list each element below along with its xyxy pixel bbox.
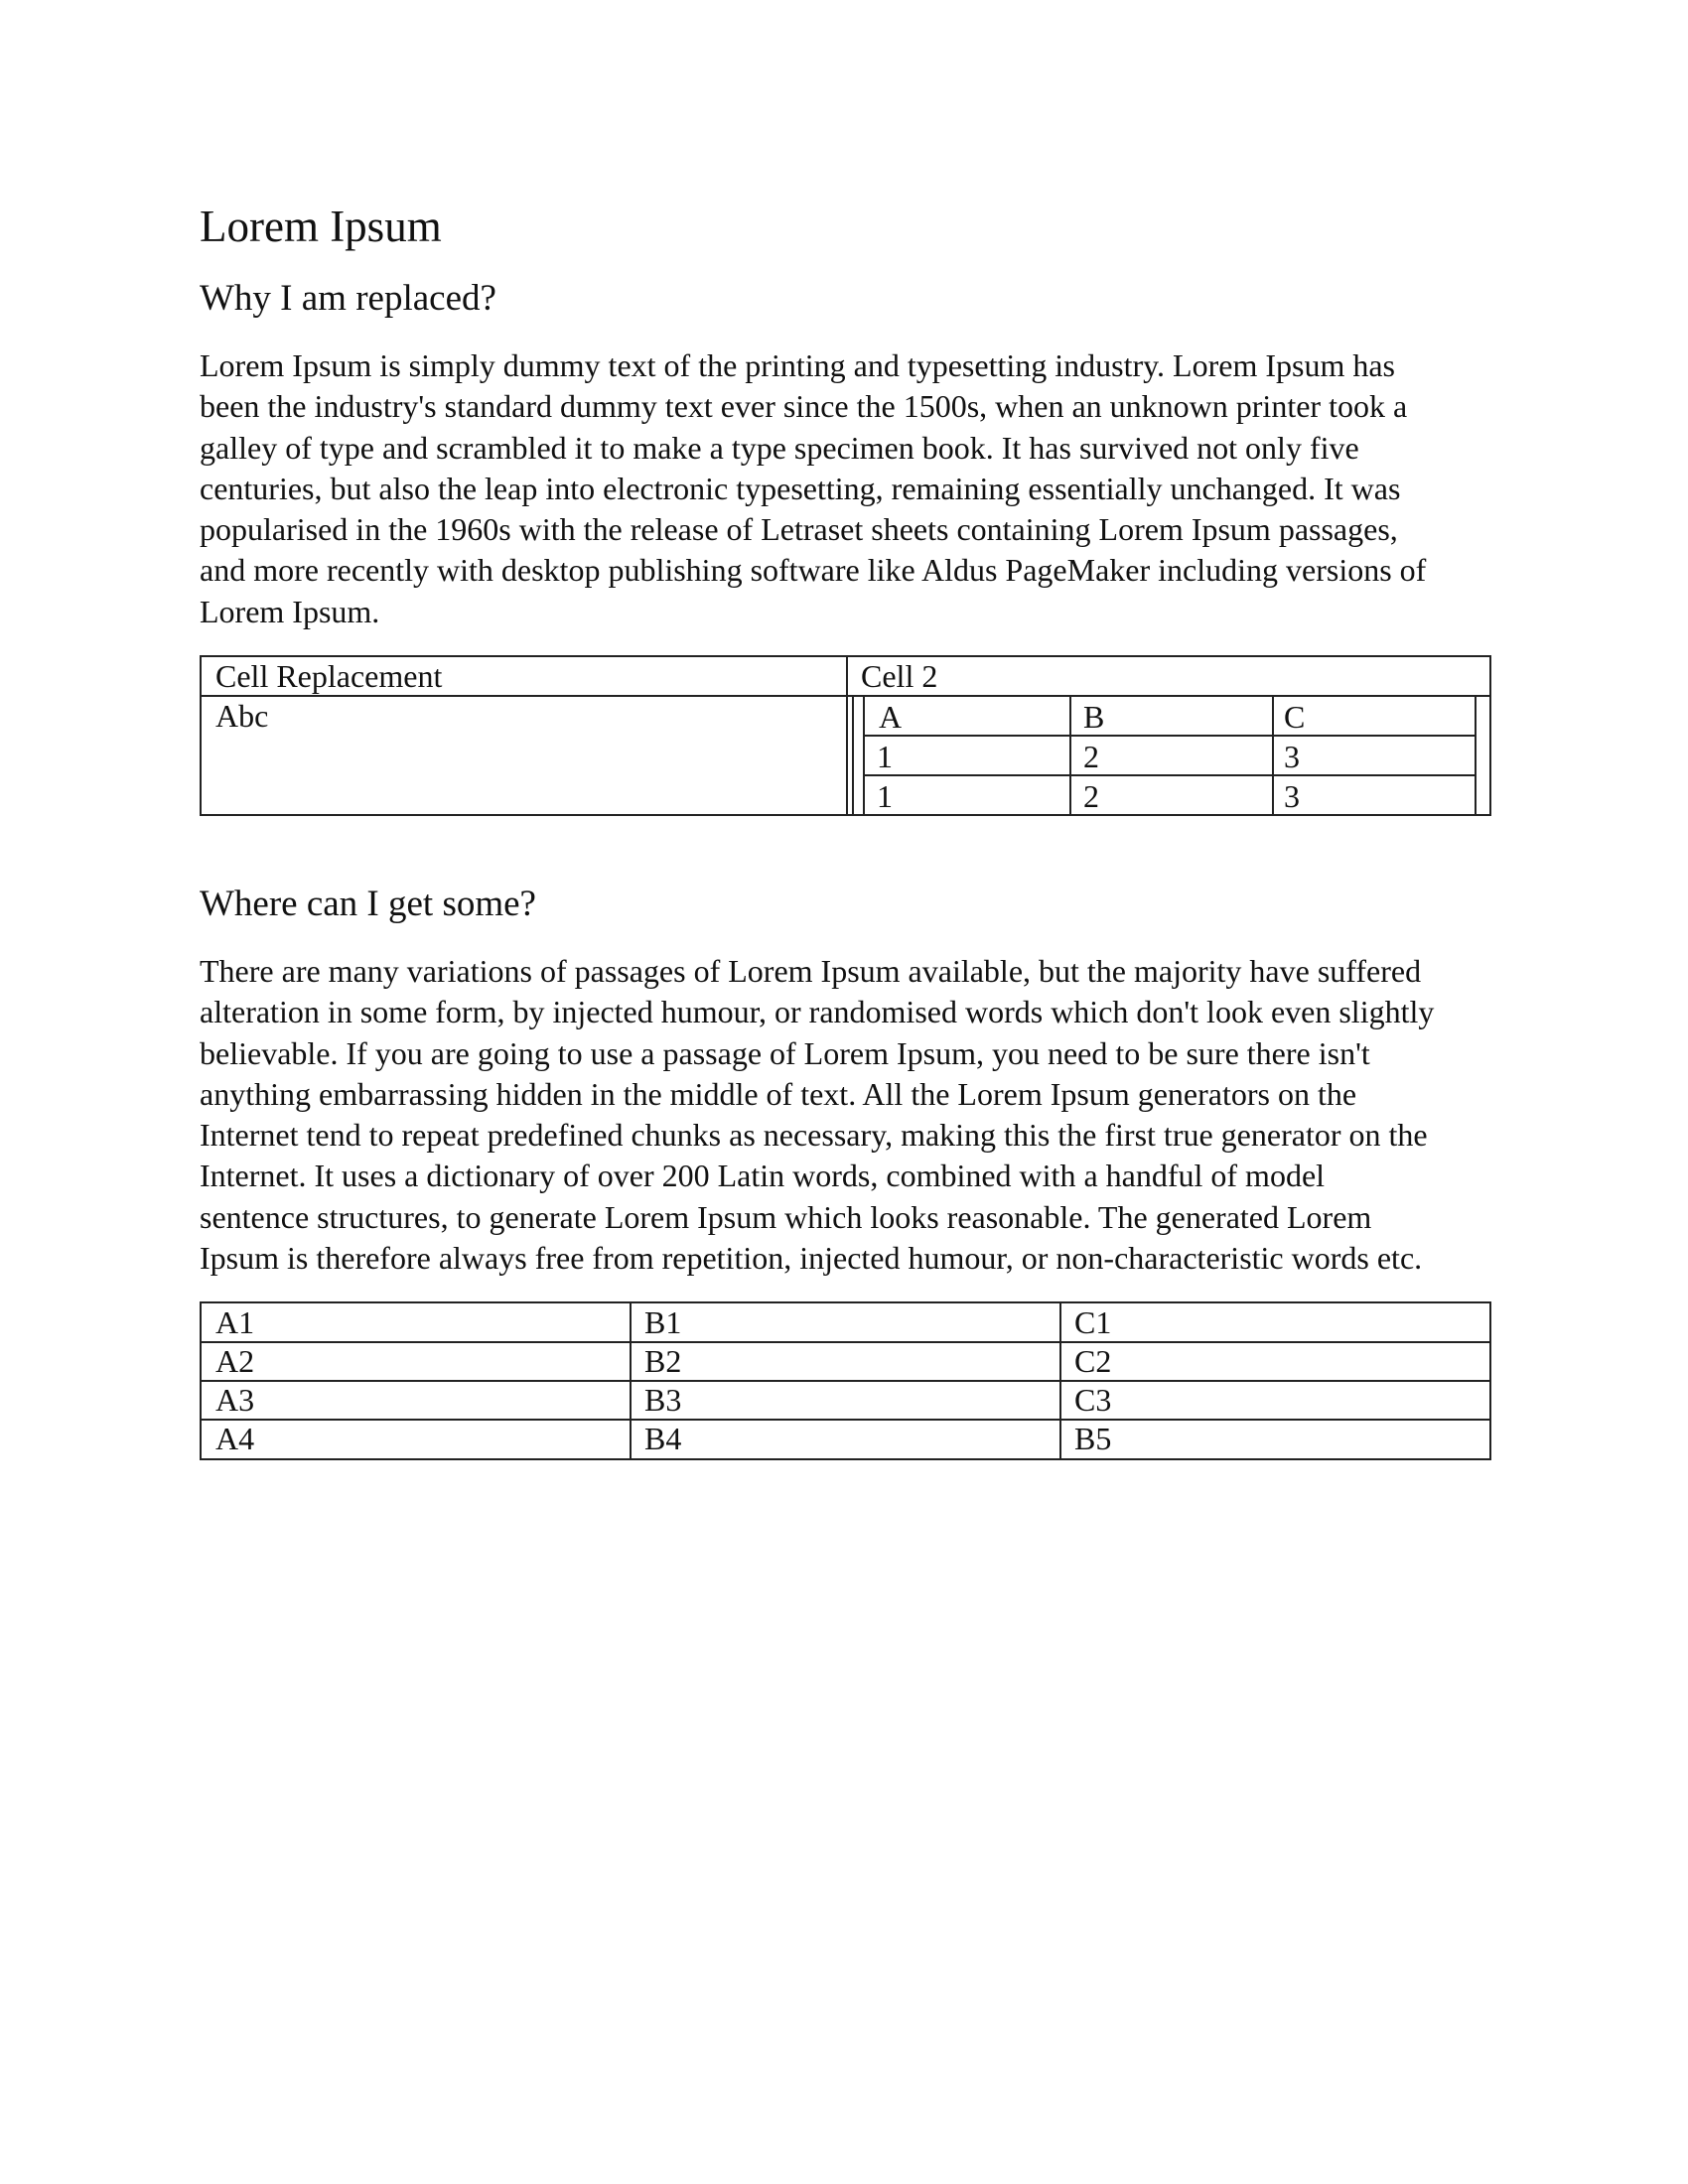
document-title: Lorem Ipsum [200,202,442,251]
nested-table [863,697,1477,816]
table-cell: B1 [644,1304,682,1340]
paragraph-line: alteration in some form, by injected humour, or randomised words which don't look even slightly [200,994,1435,1030]
cell-replacement-table [200,655,1491,816]
paragraph-line: anything embarrassing hidden in the middle of text. All the Lorem Ipsum generators on the [200,1075,1357,1112]
paragraph-line: popularised in the 1960s with the release of Letraset sheets containing Lorem Ipsum passages, [200,511,1398,548]
table-cell: B2 [644,1343,682,1379]
nested-cell: 1 [877,739,893,774]
nested-cell: 3 [1284,778,1300,814]
table-cell: C2 [1074,1343,1112,1379]
table-row-divider [202,695,846,697]
table-row [202,1342,1489,1382]
paragraph-line: Internet tend to repeat predefined chunks as necessary, making this the first true generator on the [200,1117,1428,1154]
paragraph-line: There are many variations of passages of Lorem Ipsum available, but the majority have suffered [200,953,1422,989]
table-cell: A1 [215,1304,255,1340]
table-cell: B5 [1074,1421,1112,1456]
table-header-cell: Cell Replacement [215,658,443,694]
section2-paragraph [200,951,1490,1279]
table-header-cell: Cell 2 [861,658,938,694]
nested-cell: 1 [877,778,893,814]
table-cell: B3 [644,1382,682,1418]
paragraph-line: centuries, but also the leap into electronic typesetting, remaining essentially unchanged. It was [200,470,1401,506]
table-row [202,1303,1489,1343]
section-heading-why-replaced: Why I am replaced? [200,278,496,319]
paragraph-line: and more recently with desktop publishing software like Aldus PageMaker including versions of [200,552,1427,589]
paragraph-line: Lorem Ipsum is simply dummy text of the printing and typesetting industry. Lorem Ipsum has [200,347,1395,383]
paragraph-line: sentence structures, to generate Lorem Ipsum which looks reasonable. The generated Lorem [200,1198,1372,1235]
nested-table-row [865,697,1475,737]
nested-cell: 2 [1083,739,1099,774]
table-cell: B4 [644,1421,682,1456]
table-row [202,1381,1489,1421]
paragraph-line: Ipsum is therefore always free from repetition, injected humour, or non-characteristic words etc. [200,1240,1423,1277]
nested-table-row [865,737,1475,776]
nested-cell: 2 [1083,778,1099,814]
nested-table-row [865,776,1475,816]
section1-paragraph [200,345,1490,632]
table-cell: A3 [215,1382,255,1418]
nested-cell: B [1083,699,1105,735]
paragraph-line: Internet. It uses a dictionary of over 200 Latin words, combined with a handful of model [200,1158,1326,1194]
paragraph-line: Lorem Ipsum. [200,593,380,629]
table-row [202,1420,1489,1459]
nested-cell: 3 [1284,739,1300,774]
paragraph-line: believable. If you are going to use a passage of Lorem Ipsum, you need to be sure there isn't [200,1034,1370,1071]
table-cell: A4 [215,1421,255,1456]
nested-cell: C [1284,699,1306,735]
table-cell: C3 [1074,1382,1112,1418]
paragraph-line: galley of type and scrambled it to make a type specimen book. It has survived not only five [200,429,1359,466]
table-cell: C1 [1074,1304,1112,1340]
table-cell: A2 [215,1343,255,1379]
grid-table [200,1301,1491,1460]
nested-table-border [852,697,854,816]
table-body-cell: Abc [215,698,269,734]
section-heading-where-get: Where can I get some? [200,884,536,924]
paragraph-line: been the industry's standard dummy text ever since the 1500s, when an unknown printer took a [200,388,1408,425]
nested-cell: A [879,699,903,735]
table-column-divider [846,657,848,814]
